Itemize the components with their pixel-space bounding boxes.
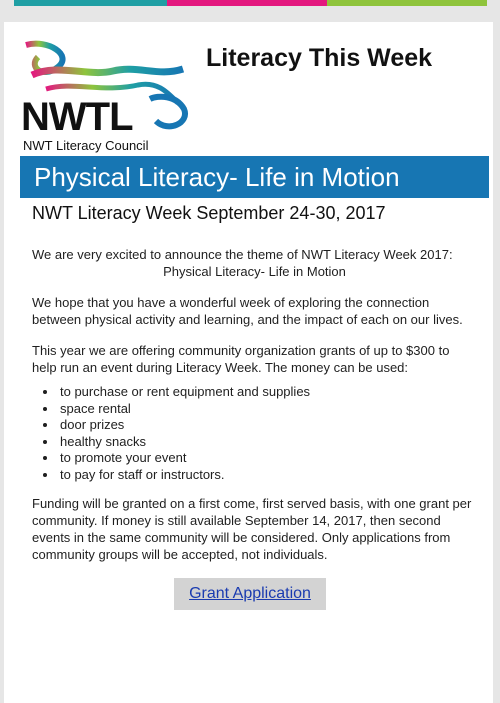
list-item: healthy snacks (32, 434, 310, 451)
bullet-icon (43, 456, 47, 460)
intro-line: We are very excited to announce the theme of NWT Literacy Week 2017: (32, 247, 453, 262)
list-item: space rental (32, 401, 310, 418)
newsletter-title: Literacy This Week (206, 44, 433, 72)
list-item: to purchase or rent equipment and supplies (32, 384, 310, 401)
page-subtitle: NWT Literacy Week September 24-30, 2017 (32, 203, 386, 223)
bullet-icon (43, 407, 47, 411)
magenta-stripe (167, 0, 327, 6)
bullet-icon (43, 390, 47, 394)
list-item: to pay for staff or instructors. (32, 467, 310, 484)
top-color-stripes (0, 0, 500, 22)
logo-subtext: NWT Literacy Council (23, 138, 149, 153)
funding-paragraph: Funding will be granted on a first come, first served basis, with one grant per community. If money is still available September 14, 2017, then second events in the same community will be considered. Only applications from community groups will be accepted, not individuals. (32, 496, 472, 562)
grant-application-link[interactable]: Grant Application (189, 585, 311, 602)
intro-paragraph (32, 246, 477, 280)
bullet-icon (43, 423, 47, 427)
bullet-icon (43, 440, 47, 444)
nwt-literacy-council-logo (18, 37, 198, 153)
theme-banner (20, 156, 489, 198)
banner-title: Physical Literacy- Life in Motion (34, 162, 400, 192)
bullet-icon (43, 473, 47, 477)
grant-application-button[interactable] (174, 578, 326, 610)
grants-paragraph: This year we are offering community organization grants of up to $300 to help run an event during Literacy Week. The money can be used: (32, 343, 450, 375)
wonderful-week-paragraph: We hope that you have a wonderful week of exploring the connection between physical activity and learning, and the impact of each on our lives. (32, 295, 463, 327)
list-item: door prizes (32, 417, 310, 434)
newsletter-header (4, 22, 493, 153)
intro-theme-line: Physical Literacy- Life in Motion (163, 264, 346, 279)
list-item: to promote your event (32, 450, 310, 467)
logo-letters: NWTL (21, 95, 133, 139)
newsletter-page (4, 22, 493, 703)
green-stripe (327, 0, 487, 6)
grant-uses-list (32, 384, 310, 483)
teal-stripe (14, 0, 167, 6)
